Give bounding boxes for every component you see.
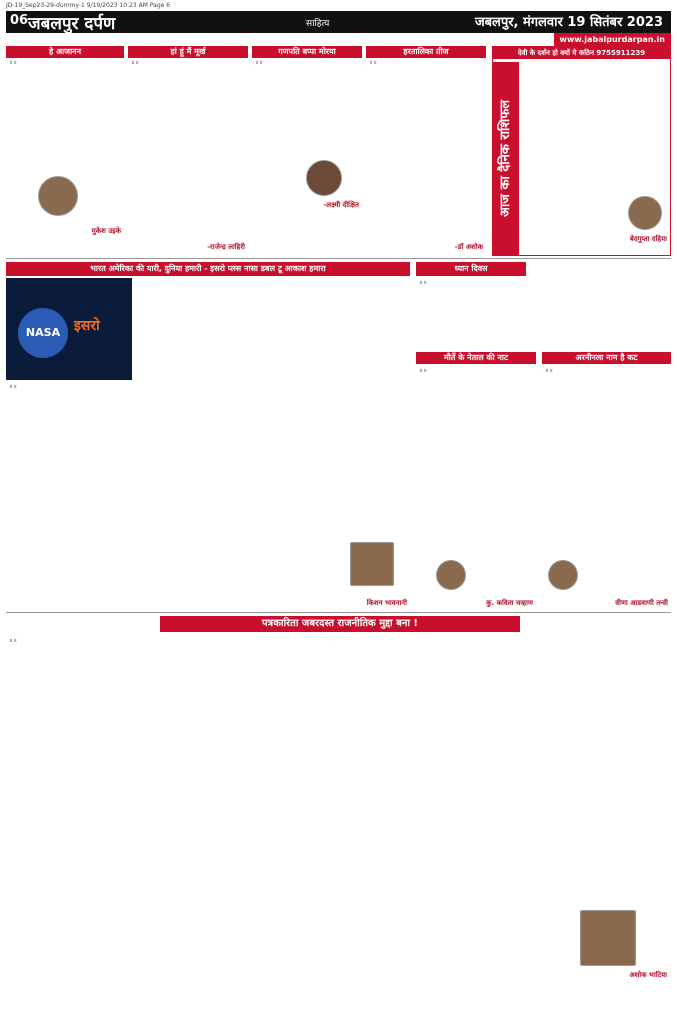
poem-title: हरतालिका तीज [366,46,486,58]
brand-title: जबलपुर दर्पण [28,14,116,34]
author-photo [350,542,394,586]
poem-1 [6,46,124,256]
poem-body: ॥ ॥ [419,368,427,374]
author-photo [436,560,466,590]
poem-title: गणपति बप्पा मोरया [252,46,362,58]
lead-body: ॥ ॥ [9,384,17,390]
page-number: 06 [10,13,29,28]
lead-headline: भारत अमेरिका की यारी, दुनिया हमारी - इसरो प्लस नासा डबल टू आकाश हमारा [6,262,410,276]
poem-body: ॥ ॥ [545,368,553,374]
rashifal-author: बेदगुप्ता दहिया [629,235,667,243]
column-headline: ध्यान दिवस [416,262,526,276]
divider [6,258,671,259]
author-photo [548,560,578,590]
poem-2 [128,46,248,256]
print-slug: JD-19_Sep23-29-dummy-1 9/19/2023 10:23 AM Page 6 [6,2,171,9]
bottom-body: ॥ ॥ [9,638,17,644]
nasa-logo: NASA [18,308,68,358]
column-body: ॥ ॥ [419,280,427,286]
author-photo [38,176,78,216]
poem-author: कु. कविता चव्हाण [486,599,533,607]
poem-4 [366,46,486,256]
poem-author: मुकेश उइके [91,227,121,235]
ad-headline: देवी के दर्शन हो क्यों ये कठिन 9755911239 [493,47,670,59]
poem-body: ॥ ॥ [255,60,263,66]
author-photo [306,160,342,196]
poem-3 [252,46,362,256]
site-url[interactable]: www.jabalpurdarpan.in [554,33,671,46]
author-photo [628,196,662,230]
poem-author: -डॉ अशोक [454,243,483,251]
poem-title: हे आजानन [6,46,124,58]
poem-author: वीणा आडवाणी तन्वी [615,599,668,607]
poem-author: -राजेन्द्र लाहिरी [207,243,245,251]
rashifal-banner: आज का दैनिक राशिफल [493,62,519,255]
poem-title: मौर्ते के नेताल की नाट [416,352,536,364]
poem-title: अरनीनला नाम है कट [542,352,671,364]
lead-author: किशन भावनानी [366,599,407,607]
issue-date: जबलपुर, मंगलवार 19 सितंबर 2023 [474,15,663,30]
isro-logo: इसरो [74,318,100,334]
poem-author: -लक्ष्मी दीक्षित [323,201,359,209]
poem-title: हां हूं मैं मूर्ख [128,46,248,58]
section-label: साहित्य [306,19,330,29]
bottom-author: अशोक भाटिया [629,971,667,979]
poem-body: ॥ ॥ [9,60,17,66]
author-photo [580,910,636,966]
poem-body: ॥ ॥ [131,60,139,66]
divider [6,612,671,613]
nasa-isro-image [6,278,132,380]
masthead [6,11,671,33]
poem-body: ॥ ॥ [369,60,377,66]
bottom-headline: पत्रकारिता जबरदस्त राजनीतिक मुद्दा बना ! [160,616,520,632]
